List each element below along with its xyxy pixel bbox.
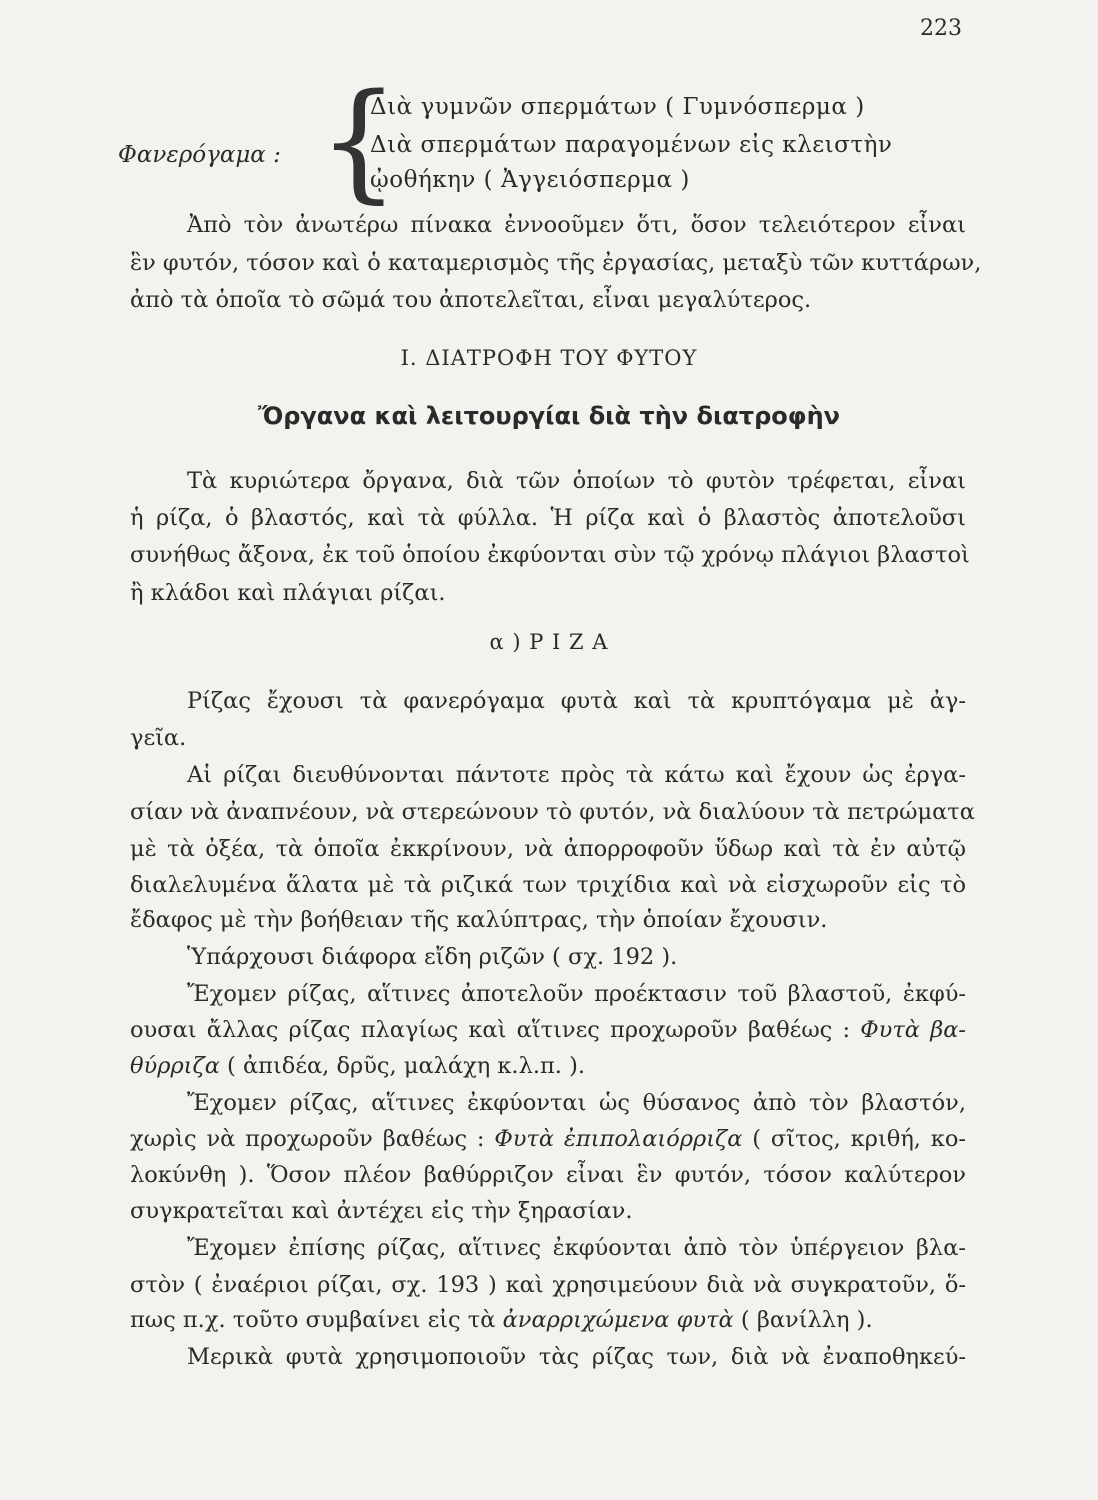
text-line: ἡ ρίζα, ὁ βλαστός, καὶ τὰ φύλλα. Ἡ ρίζα καὶ ὁ βλαστὸς ἀποτελοῦσι xyxy=(130,505,966,531)
text-line: Ὑπάρχουσι διάφορα εἴδη ριζῶν ( σχ. 192 ). xyxy=(187,944,678,970)
text-line: Ἀπὸ τὸν ἀνωτέρω πίνακα ἐννοοῦμεν ὅτι, ὅσον τελειότερον εἶναι xyxy=(187,212,966,238)
riza-heading: α ) Ρ Ι Ζ Α xyxy=(489,630,609,654)
text-line: Ἔχομεν ρίζας, αἵτινες ἐκφύονται ὡς θύσανος ἀπὸ τὸν βλαστόν, xyxy=(187,1090,966,1116)
text-run: ( ἀπιδέα, δρῦς, μαλάχη κ.λ.π. ). xyxy=(219,1053,586,1079)
text-line: Τὰ κυριώτερα ὄργανα, διὰ τῶν ὁποίων τὸ φυτὸν τρέφεται, εἶναι xyxy=(187,468,966,494)
text-line: λοκύνθη ). Ὅσον πλέον βαθύρριζον εἶναι ἓν φυτόν, τόσον καλύτερον xyxy=(130,1162,966,1188)
text-line xyxy=(130,1017,966,1043)
text-line: μὲ τὰ ὀξέα, τὰ ὁποῖα ἐκκρίνουν, νὰ ἀπορροφοῦν ὕδωρ καὶ τὰ ἐν αὐτῷ xyxy=(130,836,966,862)
text-line: Ἔχομεν ρίζας, αἵτινες ἀποτελοῦν προέκτασιν τοῦ βλαστοῦ, ἐκφύ- xyxy=(187,981,966,1007)
text-line xyxy=(130,1126,966,1152)
text-line xyxy=(130,1307,966,1333)
text-line: στὸν ( ἐναέριοι ρίζαι, σχ. 193 ) καὶ χρησιμεύουν διὰ νὰ συγκρατοῦν, ὅ- xyxy=(130,1272,966,1298)
classification-label: Φανερόγαμα : xyxy=(118,142,281,168)
text-line xyxy=(130,1053,966,1079)
text-line: ἀπὸ τὰ ὁποῖα τὸ σῶμά του ἀποτελεῖται, εἶναι μεγαλύτερος. xyxy=(130,287,812,313)
page-number: 223 xyxy=(920,16,962,41)
classification-line: ᾠοθήκην ( Ἀγγειόσπερμα ) xyxy=(370,167,690,193)
text-line: γεῖα. xyxy=(130,725,187,751)
text-line: Ἔχομεν ἐπίσης ρίζας, αἵτινες ἐκφύονται ἀπὸ τὸν ὑπέργειον βλα- xyxy=(187,1235,966,1261)
text-line: σίαν νὰ ἀναπνέουν, νὰ στερεώνουν τὸ φυτόν, νὰ διαλύουν τὰ πετρώματα xyxy=(130,799,975,825)
text-line: Αἱ ρίζαι διευθύνονται πάντοτε πρὸς τὰ κάτω καὶ ἔχουν ὡς ἐργα- xyxy=(187,762,966,788)
emphasis: Φυτὰ ἐπιπολαιόρριζα xyxy=(494,1126,743,1152)
emphasis: θύρριζα xyxy=(130,1053,220,1079)
text-run: ( σῖτος, κριθή, κο- xyxy=(742,1126,966,1152)
text-run: ( βανίλλη ). xyxy=(733,1307,873,1333)
brace: { xyxy=(318,67,400,216)
subheading: Ὄργανα καὶ λειτουργίαι διὰ τὴν διατροφὴν xyxy=(257,402,840,430)
text-line: ἔδαφος μὲ τὴν βοήθειαν τῆς καλύπτρας, τὴν ὁποίαν ἔχουσιν. xyxy=(130,907,828,933)
text-line: διαλελυμένα ἅλατα μὲ τὰ ριζικά των τριχίδια καὶ νὰ εἰσχωροῦν εἰς τὸ xyxy=(130,872,966,898)
classification-line: Διὰ σπερμάτων παραγομένων εἰς κλειστὴν xyxy=(370,132,893,158)
classification-line: Διὰ γυμνῶν σπερμάτων ( Γυμνόσπερμα ) xyxy=(370,94,865,120)
section-heading: Ι. ΔΙΑΤΡΟΦΗ ΤΟΥ ΦΥΤΟΥ xyxy=(400,346,698,370)
text-line: Μερικὰ φυτὰ χρησιμοποιοῦν τὰς ρίζας των, διὰ νὰ ἐναποθηκεύ- xyxy=(187,1344,966,1370)
text-run: ουσαι ἄλλας ρίζας πλαγίως καὶ αἵτινες προχωροῦν βαθέως : xyxy=(130,1017,861,1043)
text-line: συνήθως ἄξονα, ἐκ τοῦ ὁποίου ἐκφύονται σὺν τῷ χρόνῳ πλάγιοι βλαστοὶ xyxy=(130,542,970,568)
text-line: ἢ κλάδοι καὶ πλάγιαι ρίζαι. xyxy=(130,580,446,606)
text-run: πως π.χ. τοῦτο συμβαίνει εἰς τὰ xyxy=(130,1307,503,1333)
emphasis: Φυτὰ βα- xyxy=(860,1017,966,1043)
text-run: χωρὶς νὰ προχωροῦν βαθέως : xyxy=(130,1126,495,1152)
text-line: ἓν φυτόν, τόσον καὶ ὁ καταμερισμὸς τῆς ἐργασίας, μεταξὺ τῶν κυττάρων, xyxy=(130,250,982,276)
emphasis: ἀναρριχώμενα φυτὰ xyxy=(502,1307,734,1333)
text-line: συγκρατεῖται καὶ ἀντέχει εἰς τὴν ξηρασίαν. xyxy=(130,1198,633,1224)
text-line: Ρίζας ἔχουσι τὰ φανερόγαμα φυτὰ καὶ τὰ κρυπτόγαμα μὲ ἀγ- xyxy=(187,688,966,714)
